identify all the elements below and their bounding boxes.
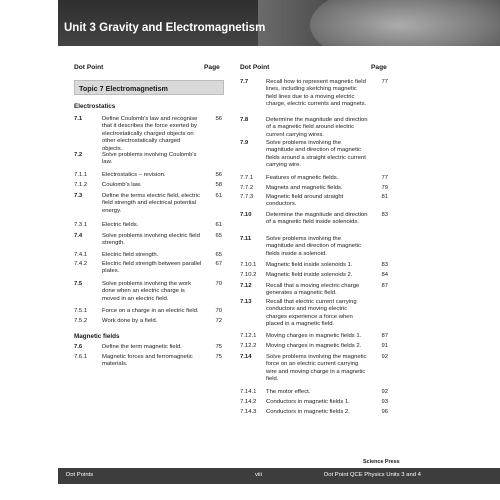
right-entry-page: 91 — [381, 343, 388, 349]
left-entry-text: Solve problems involving Coulomb's law. — [102, 152, 197, 166]
left-entry-text: Electrostatics – revision. — [102, 172, 166, 178]
right-entry-number: 7.8 — [240, 117, 249, 123]
left-entry-number: 7.5.2 — [74, 318, 88, 324]
unit-title: Unit 3 Gravity and Electromagnetism — [64, 22, 266, 34]
right-entry-text: Magnets and magnetic fields. — [266, 185, 343, 191]
right-entry-text: Solve problems involving the magnitude and direction of magnetic fields around a straight electric current carrying wire. — [266, 140, 366, 169]
left-entry-text: Magnetic forces and ferromagnetic materials. — [102, 354, 193, 368]
right-entry-number: 7.7.2 — [240, 185, 254, 191]
right-dot-point-heading: Dot Point — [240, 64, 270, 71]
left-entry-text: Define the terms electric field, electric field strength and electrical potential energy. — [102, 193, 200, 214]
left-entry-number: 7.4.1 — [74, 252, 88, 258]
left-entry-number: 7.4.2 — [74, 261, 88, 267]
left-entry-text: Force on a charge in an electric field. — [102, 308, 199, 314]
left-entry-text: Solve problems involving electric field strength. — [102, 233, 200, 247]
left-entry-page: 72 — [215, 318, 222, 324]
left-entry-number: 7.3.1 — [74, 222, 88, 228]
left-entry-text: Define the term magnetic field. — [102, 344, 182, 350]
left-entry-number: 7.3 — [74, 193, 83, 199]
banner-graphic — [310, 0, 500, 46]
right-entry-text: Magnetic field inside solenoids 1. — [266, 262, 353, 268]
right-entry-page: 96 — [381, 409, 388, 415]
right-entry-page: 79 — [381, 185, 388, 191]
right-entry-text: Determine the magnitude and direction of a magnetic field inside solenoids. — [266, 212, 368, 226]
right-entry-text: Conductors in magnetic fields 1. — [266, 399, 350, 405]
right-entry-number: 7.10.1 — [240, 262, 257, 268]
right-page-heading: Page — [371, 64, 387, 71]
left-entry-page: 65 — [215, 233, 222, 239]
left-entry-page: 75 — [215, 354, 222, 360]
right-entry-page: 77 — [381, 175, 388, 181]
right-entry-number: 7.12.1 — [240, 333, 257, 339]
left-entry-number: 7.5 — [74, 281, 83, 287]
left-entry-page: 67 — [215, 261, 222, 267]
right-entry-text: Moving charges in magnetic fields 2. — [266, 343, 362, 349]
right-entry-page: 87 — [381, 283, 388, 289]
footer-left: Dot Points — [66, 472, 94, 478]
right-entry-text: The motor effect. — [266, 389, 311, 395]
topic-heading-box — [74, 80, 224, 95]
left-entry-page: 75 — [215, 344, 222, 350]
right-entry-page: 87 — [381, 333, 388, 339]
left-entry-page: 65 — [215, 252, 222, 258]
right-entry-page: 77 — [381, 79, 388, 85]
footer-bar — [58, 468, 500, 484]
right-entry-text: Recall that a moving electric charge generates a magnetic field. — [266, 283, 360, 297]
left-entry-text: Electric field strength. — [102, 252, 159, 258]
right-entry-number: 7.13 — [240, 299, 252, 305]
right-entry-text: Magnetic field around straight conductors. — [266, 194, 344, 208]
right-entry-text: Recall that electric current carrying conductors and moving electric charges experience a force when placed in a magnetic field. — [266, 299, 357, 328]
right-entry-number: 7.12 — [240, 283, 252, 289]
right-entry-number: 7.14 — [240, 354, 252, 360]
left-dot-point-heading: Dot Point — [74, 64, 104, 71]
left-entry-number: 7.1.1 — [74, 172, 88, 178]
left-entry-page: 70 — [215, 281, 222, 287]
right-entry-page: 83 — [381, 212, 388, 218]
right-entry-text: Determine the magnitude and direction of a magnetic field around electric current carrying wires. — [266, 117, 368, 138]
right-entry-number: 7.7 — [240, 79, 249, 85]
right-entry-page: 81 — [381, 194, 388, 200]
right-entry-number: 7.9 — [240, 140, 249, 146]
left-entry-page: 70 — [215, 308, 222, 314]
left-entry-page: 61 — [215, 222, 222, 228]
right-entry-number: 7.11 — [240, 236, 252, 242]
section-electrostatics: Electrostatics — [74, 103, 116, 110]
left-entry-text: Electric fields. — [102, 222, 139, 228]
right-entry-page: 83 — [381, 262, 388, 268]
right-entry-number: 7.12.2 — [240, 343, 257, 349]
left-entry-text: Work done by a field. — [102, 318, 158, 324]
right-entry-text: Conductors in magnetic fields 2. — [266, 409, 350, 415]
section-magnetic-fields: Magnetic fields — [74, 333, 120, 340]
right-entry-text: Recall how to represent magnetic field lines, including sketching magnetic field lines due to a moving electric charge, electric currents and magnets. — [266, 79, 367, 108]
publisher-name: Science Press — [363, 459, 400, 465]
right-entry-page: 84 — [381, 272, 388, 278]
right-entry-number: 7.14.2 — [240, 399, 257, 405]
left-entry-number: 7.1.2 — [74, 182, 88, 188]
left-entry-number: 7.5.1 — [74, 308, 88, 314]
left-entry-page: 58 — [215, 182, 222, 188]
left-entry-number: 7.1 — [74, 116, 83, 122]
left-entry-page: 56 — [215, 116, 222, 122]
left-entry-number: 7.6 — [74, 344, 83, 350]
footer-right: Dot Point QCE Physics Units 3 and 4 — [324, 472, 421, 478]
footer-page-number: viii — [255, 472, 262, 478]
right-entry-number: 7.7.3 — [240, 194, 254, 200]
left-entry-number: 7.6.1 — [74, 354, 88, 360]
left-entry-text: Electric field strength between parallel plates. — [102, 261, 202, 275]
right-entry-page: 92 — [381, 389, 388, 395]
left-entry-page: 56 — [215, 172, 222, 178]
right-entry-number: 7.10 — [240, 212, 252, 218]
right-entry-page: 93 — [381, 399, 388, 405]
right-entry-number: 7.14.3 — [240, 409, 257, 415]
right-entry-text: Solve problems involving the magnetic force on an electric current carrying wire and moving charge in a magnetic field. — [266, 354, 367, 383]
left-entry-text: Define Coulomb's law and recognise that it describes the force exerted by electrostatically charged objects on other electrostatically charged objects. — [102, 116, 198, 152]
topic-heading: Topic 7 Electromagnetism — [79, 84, 168, 93]
left-entry-text: Coulomb's law. — [102, 182, 142, 188]
right-entry-text: Features of magnetic fields. — [266, 175, 339, 181]
right-entry-text: Magnetic field inside solenoids 2. — [266, 272, 353, 278]
right-entry-number: 7.10.2 — [240, 272, 257, 278]
right-entry-text: Moving charges in magnetic fields 1. — [266, 333, 362, 339]
left-entry-page: 61 — [215, 193, 222, 199]
right-entry-page: 92 — [381, 354, 388, 360]
left-entry-text: Solve problems involving the work done when an electric charge is moved in an electric field. — [102, 281, 192, 302]
right-entry-number: 7.7.1 — [240, 175, 254, 181]
left-entry-number: 7.2 — [74, 152, 83, 158]
left-entry-number: 7.4 — [74, 233, 83, 239]
right-entry-number: 7.14.1 — [240, 389, 257, 395]
right-entry-text: Solve problems involving the magnitude and direction of magnetic fields inside a solenoid. — [266, 236, 361, 257]
left-page-heading: Page — [204, 64, 220, 71]
